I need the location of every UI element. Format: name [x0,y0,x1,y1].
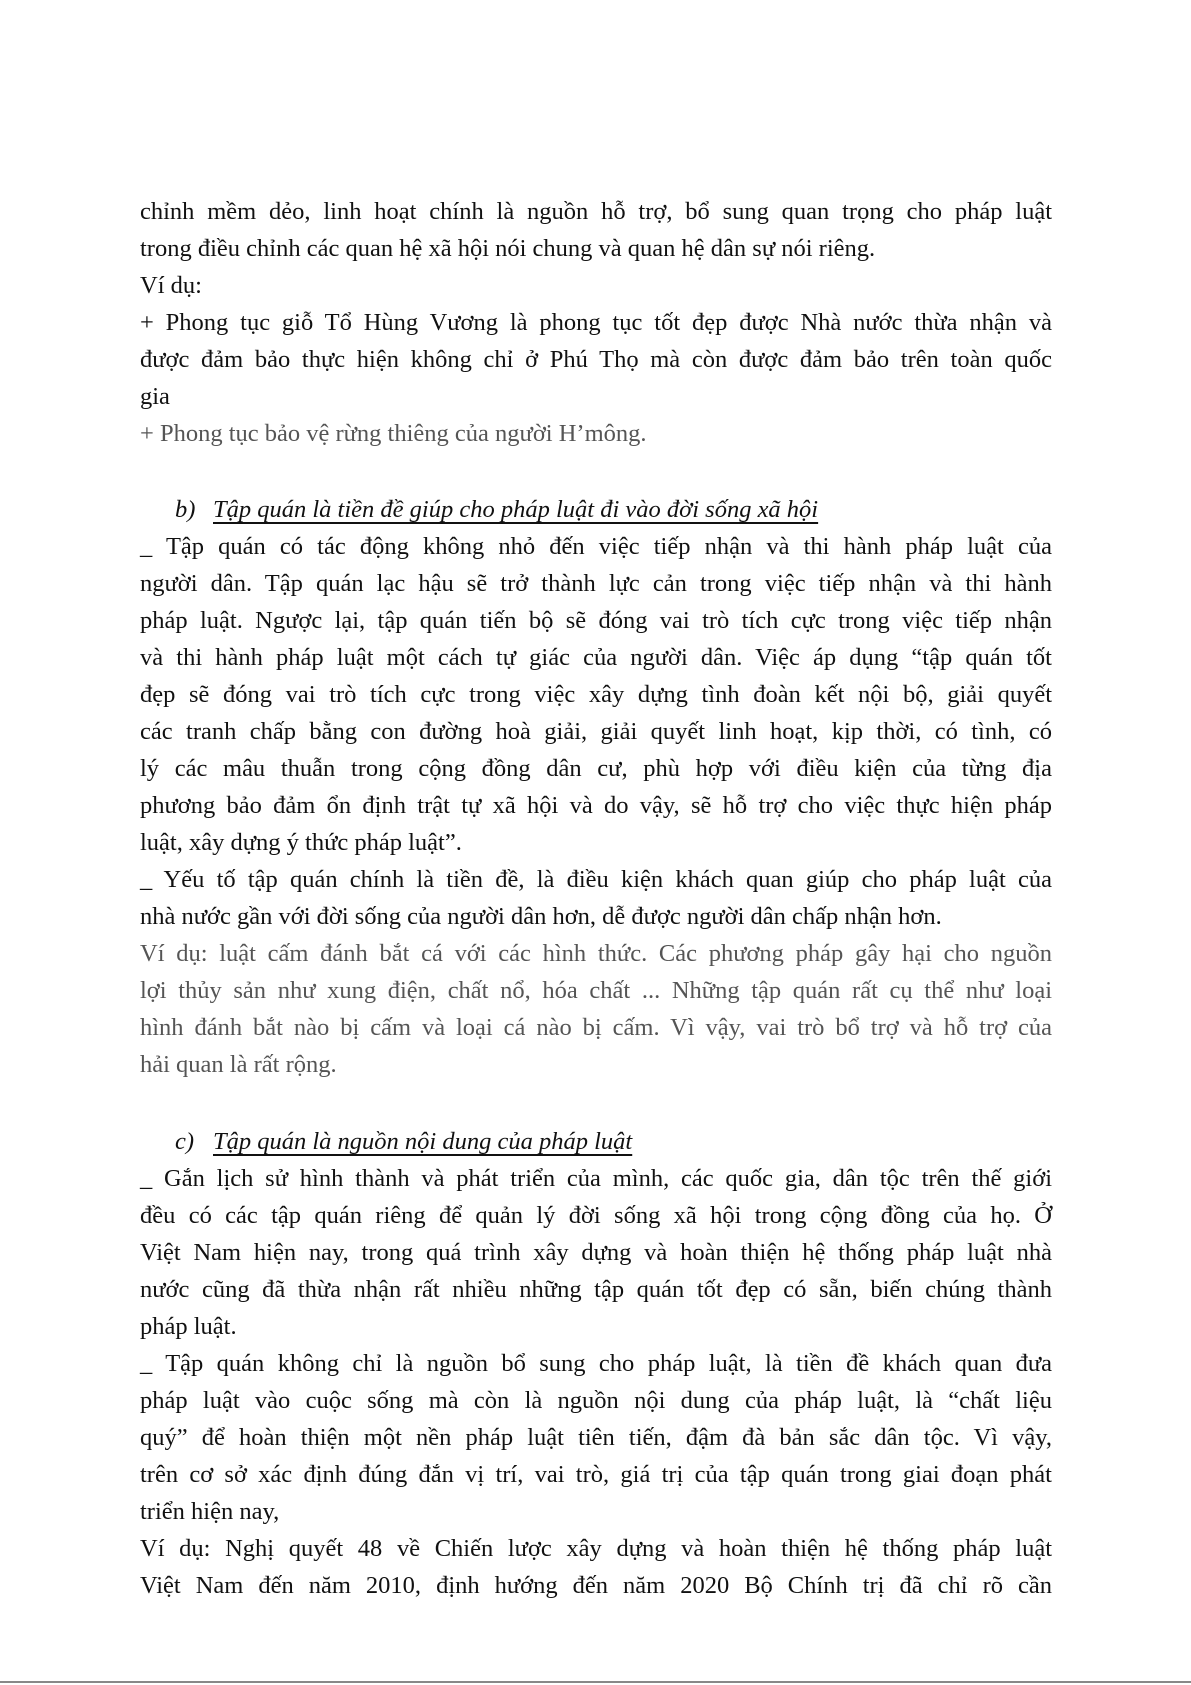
section-b-example-line-3: hình đánh bắt nào bị cấm và loại cá nào bị cấm. Vì vậy, vai trò bổ trợ và hỗ trợ của [140,1014,1052,1041]
section-b-para2-line-1: _ Yếu tố tập quán chính là tiền đề, là điều kiện khách quan giúp cho pháp luật của [140,866,1052,893]
section-c-para2-line-3: quý” để hoàn thiện một nền pháp luật tiên tiến, đậm đà bản sắc dân tộc. Vì vậy, [140,1424,1052,1451]
intro-line-1: chỉnh mềm dẻo, linh hoạt chính là nguồn hỗ trợ, bổ sung quan trọng cho pháp luật [140,198,1052,225]
section-b-para1-last: luật, xây dựng ý thức pháp luật”. [140,829,462,856]
section-c-heading [140,1123,1052,1160]
section-b-para1-line-2: người dân. Tập quán lạc hậu sẽ trở thành lực cản trong việc tiếp nhận và thi hành [140,570,1052,597]
example-label: Ví dụ: [140,272,202,299]
document-page [140,193,1052,1604]
section-c-para2-last: triển hiện nay, [140,1498,280,1525]
page-bottom-rule [0,1681,1191,1683]
section-b-para1-line-3: pháp luật. Ngược lại, tập quán tiến bộ sẽ đóng vai trò tích cực trong việc tiếp nhận [140,607,1052,634]
section-c-para1-line-2: đều có các tập quán riêng để quản lý đời sống xã hội trong cộng đồng của họ. Ở [140,1202,1052,1229]
example-line-3: gia [140,383,170,410]
section-c-para2-line-1: _ Tập quán không chỉ là nguồn bổ sung cho pháp luật, là tiền đề khách quan đưa [140,1350,1052,1377]
section-b-para1-line-1: _ Tập quán có tác động không nhỏ đến việc tiếp nhận và thi hành pháp luật của [140,533,1052,560]
section-b-para1-line-4: và thi hành pháp luật một cách tự giác của người dân. Việc áp dụng “tập quán tốt [140,644,1052,671]
section-b-example-line-2: lợi thủy sản như xung điện, chất nổ, hóa chất ... Những tập quán rất cụ thể như loại [140,977,1052,1004]
section-b-example-line-1: Ví dụ: luật cấm đánh bắt cá với các hình thức. Các phương pháp gây hại cho nguồn [140,940,1052,967]
section-gap [140,452,1052,491]
section-c-title: Tập quán là nguồn nội dung của pháp luật [213,1128,633,1155]
section-b-title: Tập quán là tiền đề giúp cho pháp luật đi vào đời sống xã hội [213,496,819,523]
section-b-para1-line-7: lý các mâu thuẫn trong cộng đồng dân cư, phù hợp với điều kiện của từng địa [140,755,1052,782]
section-c-para1-line-1: _ Gắn lịch sử hình thành và phát triển của mình, các quốc gia, dân tộc trên thế giới [140,1165,1052,1192]
section-b-example-last: hải quan là rất rộng. [140,1051,337,1078]
section-c-para1-line-3: Việt Nam hiện nay, trong quá trình xây dựng và hoàn thiện hệ thống pháp luật nhà [140,1239,1052,1266]
example-line-1: + Phong tục giỗ Tổ Hùng Vương là phong tục tốt đẹp được Nhà nước thừa nhận và [140,309,1052,336]
example-line-2: được đảm bảo thực hiện không chỉ ở Phú Thọ mà còn được đảm bảo trên toàn quốc [140,346,1052,373]
section-c-para1-line-4: nước cũng đã thừa nhận rất nhiều những tập quán tốt đẹp có sẵn, biến chúng thành [140,1276,1052,1303]
intro-line-2: trong điều chỉnh các quan hệ xã hội nói chung và quan hệ dân sự nói riêng. [140,235,876,262]
section-b-heading [140,491,1052,528]
section-c-para2-line-2: pháp luật vào cuộc sống mà còn là nguồn nội dung của pháp luật, là “chất liệu [140,1387,1052,1414]
section-b-para1-line-8: phương bảo đảm ổn định trật tự xã hội và do vậy, sẽ hỗ trợ cho việc thực hiện pháp [140,792,1052,819]
section-c-para2-line-4: trên cơ sở xác định đúng đắn vị trí, vai trò, giá trị của tập quán trong giai đoạn phát [140,1461,1052,1488]
section-gap [140,1083,1052,1123]
section-b-para1-line-6: các tranh chấp bằng con đường hoà giải, giải quyết linh hoạt, kịp thời, có tình, có [140,718,1052,745]
section-b-number: b) [175,496,196,523]
section-c-example-line-2: Việt Nam đến năm 2010, định hướng đến năm 2020 Bộ Chính trị đã chỉ rõ cần [140,1572,1052,1599]
section-c-example-line-1: Ví dụ: Nghị quyết 48 về Chiến lược xây dựng và hoàn thiện hệ thống pháp luật [140,1535,1052,1562]
example-line-gray: + Phong tục bảo vệ rừng thiêng của người H’mông. [140,420,647,447]
section-b-para2-last: nhà nước gần với đời sống của người dân hơn, dễ được người dân chấp nhận hơn. [140,903,942,930]
section-c-para1-last: pháp luật. [140,1313,237,1340]
section-c-number: c) [175,1128,195,1155]
section-b-para1-line-5: đẹp sẽ đóng vai trò tích cực trong việc xây dựng tình đoàn kết nội bộ, giải quyết [140,681,1052,708]
